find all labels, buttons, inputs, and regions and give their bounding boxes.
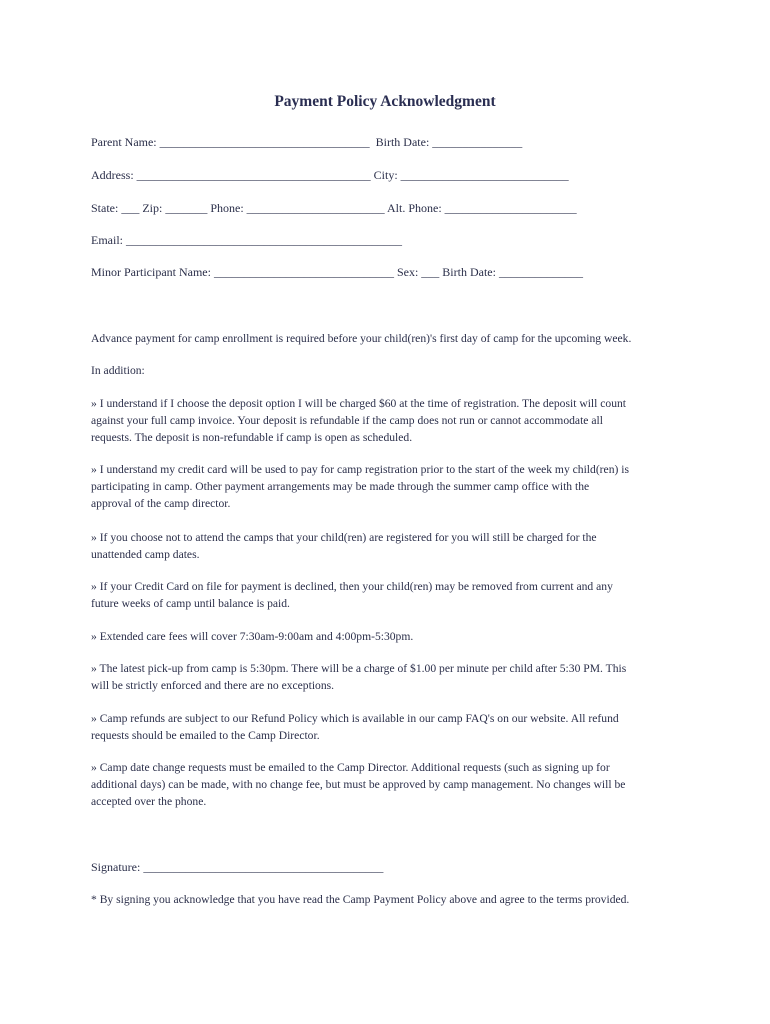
policy-item-line: » Camp refunds are subject to our Refund Policy which is available in our camp FAQ's on our website. All refund: [91, 712, 619, 725]
policy-item-date-change: [91, 759, 691, 810]
policy-item-credit-card: [91, 461, 691, 512]
intro-text: Advance payment for camp enrollment is required before your child(ren)'s first day of camp for the upcoming week.: [91, 332, 632, 345]
policy-item-pickup: [91, 660, 691, 694]
policy-item-line: » If your Credit Card on file for payment is declined, then your child(ren) may be removed from current and any: [91, 580, 613, 593]
in-addition-text: In addition:: [91, 364, 145, 377]
policy-item-declined-card: [91, 578, 691, 612]
parent-name-birth-date-line: Parent Name: ___________________________________ Birth Date: _______________: [91, 135, 523, 149]
signature-line: Signature: ________________________________________: [91, 860, 384, 874]
acknowledgment-footnote: [91, 891, 691, 908]
policy-item-line: will be strictly enforced and there are no exceptions.: [91, 679, 335, 692]
intro-paragraph: [91, 330, 691, 347]
document-title: Payment Policy Acknowledgment: [274, 93, 496, 110]
policy-item-line: » Extended care fees will cover 7:30am-9:00am and 4:00pm-5:30pm.: [91, 630, 414, 643]
policy-item-line: participating in camp. Other payment arrangements may be made through the summer camp office with the: [91, 480, 590, 493]
policy-item-line: » Camp date change requests must be emailed to the Camp Director. Additional requests (such as signing up for: [91, 761, 610, 774]
policy-item-unattended: [91, 529, 691, 563]
policy-item-line: additional days) can be made, with no change fee, but must be approved by camp management. No changes will be: [91, 778, 626, 791]
in-addition-label: [91, 362, 691, 379]
email-line: Email: ______________________________________________: [91, 233, 402, 247]
policy-item-refunds: [91, 710, 691, 744]
policy-item-line: » The latest pick-up from camp is 5:30pm. There will be a charge of $1.00 per minute per child after 5:30 PM. This: [91, 662, 627, 675]
state-zip-phone-line: State: ___ Zip: _______ Phone: _______________________ Alt. Phone: ______________________: [91, 201, 577, 215]
footnote-text: * By signing you acknowledge that you have read the Camp Payment Policy above and agree to the terms provided.: [91, 893, 630, 906]
policy-item-line: » I understand my credit card will be used to pay for camp registration prior to the start of the week my child(ren) is: [91, 463, 629, 476]
address-city-line: Address: _______________________________________ City: ____________________________: [91, 168, 569, 182]
policy-item-line: » If you choose not to attend the camps that your child(ren) are registered for you will still be charged for the: [91, 531, 597, 544]
policy-item-line: future weeks of camp until balance is paid.: [91, 597, 290, 610]
policy-item-line: requests. The deposit is non-refundable if camp is open as scheduled.: [91, 431, 413, 444]
policy-item-line: unattended camp dates.: [91, 548, 200, 561]
policy-item-deposit: [91, 395, 691, 446]
policy-item-line: against your full camp invoice. Your deposit is refundable if the camp does not run or cannot accommodate all: [91, 414, 603, 427]
policy-item-line: » I understand if I choose the deposit option I will be charged $60 at the time of registration. The deposit will count: [91, 397, 627, 410]
policy-item-line: requests should be emailed to the Camp Director.: [91, 729, 320, 742]
minor-participant-line: Minor Participant Name: ______________________________ Sex: ___ Birth Date: ______________: [91, 265, 583, 279]
policy-item-extended-care: [91, 628, 691, 645]
policy-item-line: accepted over the phone.: [91, 795, 207, 808]
policy-item-line: approval of the camp director.: [91, 497, 231, 510]
